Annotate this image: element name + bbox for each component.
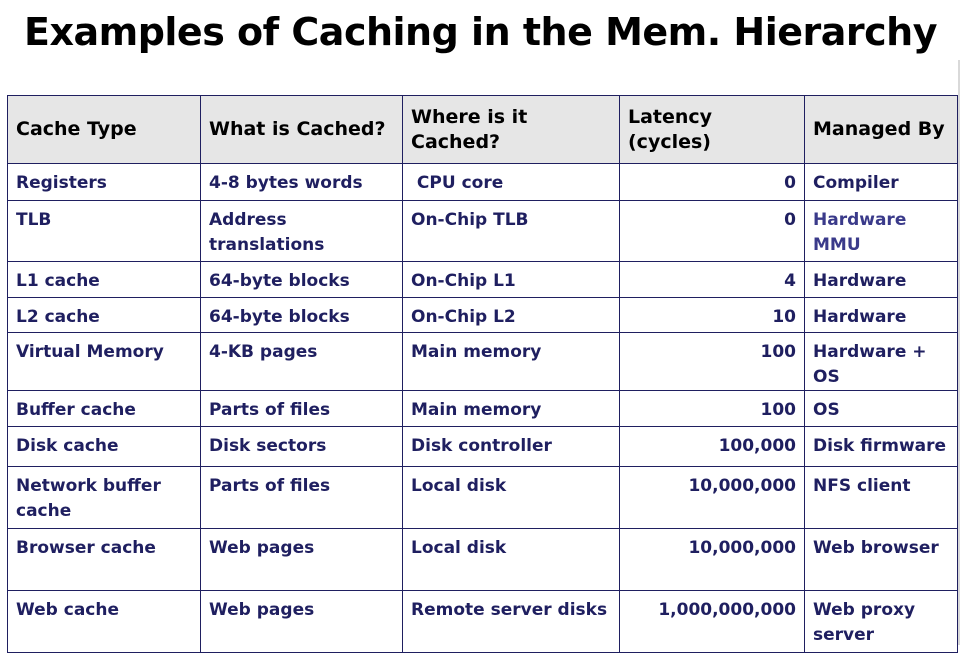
cell-latency: 10	[620, 298, 805, 333]
cell-cache-type: Browser cache	[8, 529, 201, 591]
cell-latency: 100	[620, 333, 805, 391]
cell-managed: Web browser	[805, 529, 958, 591]
cache-examples-table	[7, 95, 958, 653]
header-latency: Latency (cycles)	[620, 96, 805, 164]
table-row	[8, 298, 958, 333]
cell-where: On-Chip L1	[403, 262, 620, 298]
cell-what: Web pages	[201, 529, 403, 591]
cell-latency: 0	[620, 164, 805, 201]
cell-where: Local disk	[403, 529, 620, 591]
cell-latency: 100	[620, 391, 805, 427]
cell-managed: Hardware + OS	[805, 333, 958, 391]
cell-what: Web pages	[201, 591, 403, 653]
slide-edge-divider	[958, 60, 960, 645]
table-row	[8, 333, 958, 391]
cell-where: Local disk	[403, 467, 620, 529]
cell-managed: Hardware MMU	[805, 201, 958, 262]
cell-what: 64-byte blocks	[201, 262, 403, 298]
cell-latency: 0	[620, 201, 805, 262]
table-row	[8, 201, 958, 262]
cell-managed: Web proxy server	[805, 591, 958, 653]
slide-title: Examples of Caching in the Mem. Hierarchy	[24, 10, 937, 54]
cell-latency: 1,000,000,000	[620, 591, 805, 653]
table-row	[8, 391, 958, 427]
header-where-is-it-cached: Where is it Cached?	[403, 96, 620, 164]
cell-latency: 100,000	[620, 427, 805, 467]
cell-what: Disk sectors	[201, 427, 403, 467]
cell-what: Parts of files	[201, 391, 403, 427]
cell-cache-type: Virtual Memory	[8, 333, 201, 391]
cell-managed: OS	[805, 391, 958, 427]
cell-managed: Hardware	[805, 262, 958, 298]
table-row	[8, 591, 958, 653]
cell-latency: 10,000,000	[620, 529, 805, 591]
cell-cache-type: Network buffer cache	[8, 467, 201, 529]
cell-cache-type: Buffer cache	[8, 391, 201, 427]
cell-managed: Hardware	[805, 298, 958, 333]
cell-cache-type: L2 cache	[8, 298, 201, 333]
header-cache-type: Cache Type	[8, 96, 201, 164]
cell-what: 4-KB pages	[201, 333, 403, 391]
cell-latency: 10,000,000	[620, 467, 805, 529]
cell-latency: 4	[620, 262, 805, 298]
cell-where: Main memory	[403, 333, 620, 391]
cell-cache-type: Registers	[8, 164, 201, 201]
cell-where: Disk controller	[403, 427, 620, 467]
table-row	[8, 262, 958, 298]
cell-what: 4-8 bytes words	[201, 164, 403, 201]
header-managed-by: Managed By	[805, 96, 958, 164]
cell-where: On-Chip L2	[403, 298, 620, 333]
table-row	[8, 467, 958, 529]
cell-where: Remote server disks	[403, 591, 620, 653]
cell-managed: Disk firmware	[805, 427, 958, 467]
cell-where: CPU core	[403, 164, 620, 201]
cell-cache-type: L1 cache	[8, 262, 201, 298]
cell-cache-type: Disk cache	[8, 427, 201, 467]
cell-what: 64-byte blocks	[201, 298, 403, 333]
cell-what: Parts of files	[201, 467, 403, 529]
cell-managed: Compiler	[805, 164, 958, 201]
table-row	[8, 164, 958, 201]
cell-cache-type: Web cache	[8, 591, 201, 653]
table-row	[8, 427, 958, 467]
header-what-is-cached: What is Cached?	[201, 96, 403, 164]
cell-where: Main memory	[403, 391, 620, 427]
cell-what: Address translations	[201, 201, 403, 262]
table-header-row	[8, 96, 958, 164]
cell-where: On-Chip TLB	[403, 201, 620, 262]
cell-managed: NFS client	[805, 467, 958, 529]
cell-cache-type: TLB	[8, 201, 201, 262]
table-row	[8, 529, 958, 591]
